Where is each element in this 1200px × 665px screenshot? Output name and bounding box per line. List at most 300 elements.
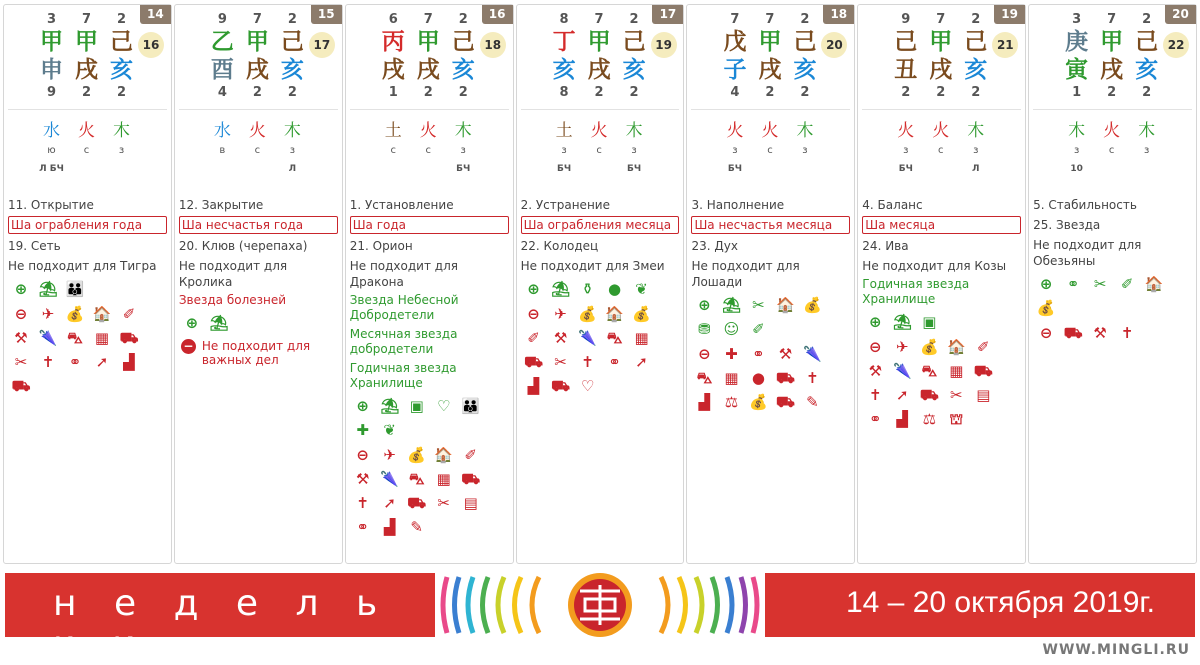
bad-activity-icon[interactable]: ▟ <box>527 377 540 395</box>
top-number: 7 <box>730 12 740 27</box>
sha-label: Ша месяца <box>862 216 1021 234</box>
day-column <box>686 4 855 564</box>
heavenly-stem: 甲 <box>758 29 782 55</box>
good-activity-icon[interactable]: ⛃ <box>698 320 711 338</box>
bad-activity-icon[interactable]: ✂ <box>950 386 963 404</box>
bottom-number: 2 <box>765 85 775 100</box>
top-number: 6 <box>388 12 398 27</box>
bad-activity-icon[interactable]: 💰 <box>65 305 85 323</box>
good-activity-icon[interactable]: ♡ <box>436 397 451 415</box>
top-number: 2 <box>629 12 639 27</box>
bad-activity-icon[interactable]: ⛍ <box>921 362 938 380</box>
officer-label: 11. Открытие <box>8 198 94 212</box>
element-badge <box>790 160 820 178</box>
bad-activity-icon[interactable]: ⛟ <box>551 377 571 395</box>
bad-activity-icon[interactable]: ⚒ <box>868 362 883 380</box>
bad-activity-icon[interactable]: ▦ <box>949 362 964 380</box>
top-number: 7 <box>423 12 433 27</box>
bottom-number: 2 <box>287 85 297 100</box>
bad-activity-icon[interactable]: ⚒ <box>1093 324 1107 342</box>
rainbow-rings-logo <box>435 573 765 637</box>
bad-activity-icon[interactable]: ⚒ <box>355 470 370 488</box>
bad-activity-icon[interactable]: ▦ <box>634 329 649 347</box>
bottom-number: 2 <box>423 85 433 100</box>
element-badge <box>1132 160 1162 178</box>
good-activity-icon[interactable]: ⊕ <box>869 313 882 331</box>
banner-left-panel <box>5 573 435 665</box>
bad-activity-icon[interactable]: ✝ <box>1120 324 1134 342</box>
officer-label: 2. Устранение <box>520 198 610 212</box>
shou-symbol-icon <box>435 573 765 637</box>
day-column <box>174 4 343 564</box>
bad-activity-icon[interactable]: 🏠 <box>92 305 112 323</box>
bad-activity-icon[interactable]: ✎ <box>410 518 423 536</box>
good-activities-icons <box>864 313 1021 332</box>
sha-label: Ша несчастья месяца <box>691 216 850 234</box>
heavenly-stem: 戊 <box>723 29 747 55</box>
heavenly-stem: 己 <box>1135 29 1159 55</box>
bottom-number: 2 <box>1107 85 1117 100</box>
divider <box>1033 109 1192 110</box>
bad-activity-icon[interactable]: ✈ <box>896 338 909 356</box>
good-activity-icon[interactable]: ✂ <box>1093 275 1107 293</box>
good-activity-icon[interactable]: ❦ <box>635 280 648 298</box>
week-number-tab: 14 <box>140 5 171 24</box>
bad-activity-icon[interactable]: ✐ <box>977 338 990 356</box>
brand-title: н е д е л ь к и <box>53 583 391 665</box>
good-activity-icon[interactable]: ▣ <box>409 397 424 415</box>
day-column <box>3 4 172 564</box>
bad-activity-icon[interactable]: 🌂 <box>892 362 912 380</box>
star-label: 20. Клюв (черепаха) <box>178 239 308 253</box>
bad-activity-icon[interactable]: ⛟ <box>776 393 795 411</box>
bad-activity-icon[interactable]: ▤ <box>463 494 478 512</box>
earthly-branch: 戌 <box>75 57 98 83</box>
week-number-tab: 19 <box>994 5 1025 24</box>
bottom-number: 9 <box>46 85 57 100</box>
earthly-branch: 戌 <box>245 57 269 83</box>
good-activities-icons <box>693 296 850 339</box>
earthly-branch: 丑 <box>894 57 918 83</box>
bad-activity-icon[interactable]: ✐ <box>527 329 540 347</box>
bad-activity-icon[interactable]: ➚ <box>383 494 396 512</box>
bad-activity-icon[interactable]: ⛟ <box>119 329 139 347</box>
officer-label: 12. Закрытие <box>178 198 264 212</box>
good-activity-icon[interactable]: ⊕ <box>527 280 540 298</box>
element-glyph: 火 <box>419 121 437 141</box>
bazi-pillars <box>547 11 652 101</box>
element-badge: БЧ <box>456 164 471 174</box>
bad-activity-icon[interactable]: 💰 <box>919 338 939 356</box>
special-star-label: Звезда болезней <box>178 293 287 307</box>
element-glyph: 火 <box>78 121 95 141</box>
bad-activity-icon[interactable]: ⛍ <box>67 329 83 347</box>
element-badge: 10 <box>1070 164 1083 174</box>
good-activity-icon[interactable]: ⚭ <box>1066 275 1080 293</box>
good-activity-icon[interactable]: ❦ <box>383 421 396 439</box>
top-number: 2 <box>287 12 297 27</box>
bad-activity-icon[interactable]: ⛫ <box>949 410 964 428</box>
bad-activity-icon[interactable]: ⚒ <box>553 329 568 347</box>
bad-activity-icon[interactable]: ⚭ <box>68 353 82 371</box>
element-glyph: 水 <box>213 121 231 141</box>
element-glyph: 木 <box>967 121 985 141</box>
earthly-branch: 戌 <box>1100 57 1124 83</box>
good-activity-icon[interactable]: ▣ <box>922 313 937 331</box>
bottom-number: 2 <box>252 85 262 100</box>
element-glyph: 木 <box>283 121 301 141</box>
element-glyph: 火 <box>761 121 779 141</box>
bad-activity-icon[interactable]: ▦ <box>724 369 739 387</box>
element-state: с <box>83 145 90 156</box>
top-number: 7 <box>936 12 946 27</box>
bad-activity-icon[interactable]: ⊖ <box>527 305 540 323</box>
heavenly-stem: 庚 <box>1065 29 1089 55</box>
bottom-number: 2 <box>800 85 810 100</box>
element-glyph: 火 <box>897 121 915 141</box>
star-label: 21. Орион <box>349 239 413 253</box>
bad-activity-icon[interactable]: ⊖ <box>14 305 28 323</box>
element-glyph: 火 <box>248 121 266 141</box>
week-number-tab: 20 <box>1165 5 1196 24</box>
earthly-branch: 亥 <box>280 57 304 83</box>
bad-activity-icon[interactable]: ✝ <box>41 353 55 371</box>
element-glyph: 木 <box>1138 121 1156 141</box>
bottom-number: 2 <box>458 85 468 100</box>
element-glyph: 木 <box>113 121 130 141</box>
element-glyph: 木 <box>454 121 472 141</box>
bottom-number: 8 <box>559 85 569 100</box>
star-label: 24. Ива <box>862 239 909 253</box>
element-badge <box>107 160 137 178</box>
good-activities-icons <box>523 280 680 299</box>
heavenly-stem: 己 <box>110 29 133 55</box>
bad-activity-icon[interactable]: ⛟ <box>407 494 427 512</box>
heavenly-stem: 甲 <box>40 29 63 55</box>
bad-activity-icon[interactable]: 🌂 <box>578 329 597 347</box>
element-badge <box>755 160 785 178</box>
good-activity-icon[interactable]: ⊕ <box>14 280 28 298</box>
element-glyph: 水 <box>43 121 60 141</box>
top-number: 9 <box>217 12 227 27</box>
sha-label: Ша года <box>350 216 509 234</box>
bottom-number: 2 <box>1142 85 1152 100</box>
top-number: 7 <box>594 12 604 27</box>
bazi-pillars <box>34 11 139 101</box>
top-number: 7 <box>1107 12 1117 27</box>
earthly-branch: 寅 <box>1065 57 1089 83</box>
bad-activity-icon[interactable]: ✈ <box>554 305 567 323</box>
bad-activity-icon[interactable]: ✈ <box>41 305 55 323</box>
bad-activity-icon[interactable]: ▟ <box>123 353 135 371</box>
bad-activity-icon[interactable]: ⛟ <box>524 353 544 371</box>
bad-activity-icon[interactable]: ▟ <box>698 393 711 411</box>
good-activity-icon[interactable]: 👪 <box>65 280 85 298</box>
bad-activity-icon[interactable]: ⛟ <box>776 369 795 387</box>
bad-activity-icon[interactable]: ⚭ <box>356 518 369 536</box>
element-state: з <box>802 145 808 156</box>
bazi-pillars <box>1059 11 1164 101</box>
element-badge: БЧ <box>557 164 572 174</box>
bad-activity-icon[interactable]: 🏠 <box>605 305 624 323</box>
earthly-branch: 亥 <box>110 57 133 83</box>
day-number-badge: 18 <box>480 32 506 58</box>
week-number-tab: 18 <box>823 5 854 24</box>
element-state: с <box>938 145 944 156</box>
bad-activity-icon[interactable]: ➚ <box>896 386 909 404</box>
earthly-branch: 戌 <box>929 57 953 83</box>
bad-activity-icon[interactable]: ⛍ <box>696 369 713 387</box>
element-state: з <box>732 145 738 156</box>
bazi-pillars <box>376 11 481 101</box>
bottom-number: 1 <box>1072 85 1082 100</box>
bad-day-label: Не подходит для важных дел <box>201 339 311 367</box>
not-suitable-label: Не подходит для Козы <box>862 259 1007 273</box>
element-state: с <box>767 145 773 156</box>
bad-activity-icon[interactable]: 🏠 <box>946 338 966 356</box>
element-state: з <box>118 145 125 156</box>
top-number: 9 <box>901 12 911 27</box>
good-activity-icon[interactable]: 💰 <box>1036 299 1056 317</box>
good-activity-icon[interactable]: ✐ <box>752 320 765 338</box>
bad-activity-icon[interactable]: 🌂 <box>380 470 400 488</box>
bad-activity-icon[interactable]: ✚ <box>725 345 738 363</box>
bad-activities-icons <box>352 446 509 537</box>
good-activities-icons <box>181 314 338 333</box>
earthly-branch: 戌 <box>381 57 405 83</box>
bad-activity-icon[interactable]: ✈ <box>383 446 396 464</box>
element-state: с <box>596 145 602 156</box>
bad-day-note <box>181 339 338 367</box>
day-number-badge: 21 <box>992 32 1018 58</box>
bad-activity-icon[interactable]: 🏠 <box>434 446 454 464</box>
good-activity-icon[interactable]: ✚ <box>356 421 369 439</box>
bad-activity-icon[interactable]: 💰 <box>749 393 768 411</box>
bad-activity-icon[interactable]: ⚒ <box>14 329 28 347</box>
good-activity-icon[interactable]: ● <box>608 280 622 298</box>
week-dates: 14 – 20 октября 2019г. <box>845 586 1155 619</box>
bad-activity-icon[interactable]: ⚭ <box>869 410 882 428</box>
sha-label: Ша ограбления года <box>8 216 167 234</box>
earthly-branch: 酉 <box>210 57 234 83</box>
heavenly-stem: 甲 <box>245 29 269 55</box>
week-number-tab: 15 <box>311 5 342 24</box>
element-state: ю <box>47 145 56 156</box>
bad-activity-icon[interactable]: 💰 <box>632 305 651 323</box>
bad-activity-icon[interactable]: ⚖ <box>922 410 937 428</box>
day-details <box>691 195 850 414</box>
divider <box>521 109 680 110</box>
good-activity-icon[interactable]: ⛱ <box>209 314 229 332</box>
bad-activity-icon[interactable]: 💰 <box>407 446 427 464</box>
day-details <box>8 195 167 398</box>
not-suitable-label: Не подходит для Обезьяны <box>1033 238 1142 268</box>
earthly-branch: 亥 <box>451 57 475 83</box>
bottom-number: 2 <box>936 85 946 100</box>
bad-activity-icon[interactable]: ⚒ <box>778 345 793 363</box>
day-number-badge: 22 <box>1163 32 1189 58</box>
good-activity-icon[interactable]: ⛱ <box>380 397 400 415</box>
bad-activity-icon[interactable]: ▤ <box>976 386 991 404</box>
bad-activity-icon[interactable]: ⛟ <box>973 362 993 380</box>
element-state: з <box>1073 145 1080 156</box>
officer-label: 4. Баланс <box>862 198 923 212</box>
good-activity-icon[interactable]: ☺ <box>723 320 740 338</box>
week-columns <box>3 4 1197 564</box>
bad-activity-icon[interactable]: ⛍ <box>408 470 425 488</box>
element-state: з <box>631 145 637 156</box>
bad-activity-icon[interactable]: ▦ <box>94 329 110 347</box>
day-number-badge: 19 <box>651 32 677 58</box>
bad-activity-icon[interactable]: ✂ <box>437 494 450 512</box>
top-number: 2 <box>1142 12 1152 27</box>
bad-activity-icon[interactable]: ✝ <box>581 353 594 371</box>
bad-activity-icon[interactable]: ⛟ <box>1063 324 1083 342</box>
bad-activity-icon[interactable]: ✎ <box>806 393 819 411</box>
bad-activities-icons <box>523 305 680 396</box>
good-activity-icon[interactable]: ⛱ <box>892 313 912 331</box>
bad-activity-icon[interactable]: ⚭ <box>752 345 765 363</box>
bottom-number: 1 <box>388 85 398 100</box>
heavenly-stem: 甲 <box>587 29 611 55</box>
day-details <box>862 195 1021 431</box>
bottom-number: 2 <box>629 85 639 100</box>
bad-activity-icon[interactable]: ▟ <box>383 518 396 536</box>
elements-block <box>717 120 822 178</box>
good-activity-icon[interactable]: ⛱ <box>721 296 741 314</box>
site-url[interactable]: WWW.MINGLI.RU <box>1042 642 1190 658</box>
good-activity-icon[interactable]: 🏠 <box>1144 275 1164 293</box>
day-column <box>857 4 1026 564</box>
bad-activity-icon[interactable]: ♡ <box>580 377 595 395</box>
bad-activity-icon[interactable]: ⊖ <box>1039 324 1053 342</box>
element-badge: Л <box>288 164 297 174</box>
good-activity-icon[interactable]: ✐ <box>1120 275 1134 293</box>
bad-activity-icon[interactable]: ⛟ <box>11 377 31 395</box>
heavenly-stem: 丙 <box>381 29 405 55</box>
heavenly-stem: 甲 <box>416 29 440 55</box>
bad-activity-icon[interactable]: ● <box>751 369 765 387</box>
heavenly-stem: 甲 <box>929 29 953 55</box>
bad-activity-icon[interactable]: ✂ <box>14 353 28 371</box>
bad-activity-icon[interactable]: 💰 <box>578 305 597 323</box>
officer-label: 1. Установление <box>349 198 454 212</box>
elements-block <box>34 120 139 178</box>
bottom-number: 2 <box>116 85 127 100</box>
good-activity-icon[interactable]: ⛱ <box>551 280 571 298</box>
element-badge <box>1097 160 1127 178</box>
element-badge: Л БЧ <box>39 164 64 174</box>
earthly-branch: 戌 <box>758 57 782 83</box>
earthly-branch: 子 <box>723 57 747 83</box>
star-label: 25. Звезда <box>1033 218 1101 232</box>
elements-block <box>888 120 993 178</box>
good-activity-icon[interactable]: ⚱ <box>581 280 594 298</box>
bad-activity-icon[interactable]: ✂ <box>554 353 567 371</box>
earthly-branch: 戌 <box>587 57 611 83</box>
bad-activity-icon[interactable]: ⚭ <box>608 353 621 371</box>
top-number: 2 <box>971 12 981 27</box>
divider <box>862 109 1021 110</box>
earthly-branch: 亥 <box>964 57 988 83</box>
bad-activity-icon[interactable]: ⛟ <box>919 386 939 404</box>
heavenly-stem: 己 <box>280 29 304 55</box>
good-activity-icon[interactable]: ⊕ <box>356 397 369 415</box>
bad-activity-icon[interactable]: ⊖ <box>356 446 369 464</box>
elements-block <box>205 120 310 178</box>
top-number: 7 <box>252 12 262 27</box>
element-badge: БЧ <box>627 164 642 174</box>
bad-activities-icons <box>864 338 1021 429</box>
bad-activity-icon[interactable]: ✝ <box>356 494 369 512</box>
day-column <box>516 4 685 564</box>
day-details <box>1033 195 1192 345</box>
element-glyph: 土 <box>555 121 573 141</box>
day-details <box>350 195 509 539</box>
earthly-branch: 戌 <box>416 57 440 83</box>
bad-activity-icon[interactable]: ✐ <box>122 305 136 323</box>
bad-activity-icon[interactable]: ⚖ <box>724 393 739 411</box>
day-number-badge: 16 <box>138 32 164 58</box>
top-number: 7 <box>81 12 92 27</box>
element-state: з <box>460 145 466 156</box>
element-badge <box>413 160 443 178</box>
element-state: с <box>390 145 396 156</box>
top-number: 8 <box>559 12 569 27</box>
divider <box>691 109 850 110</box>
good-activity-icon[interactable]: ⊕ <box>1039 275 1053 293</box>
bad-activity-icon[interactable]: ▦ <box>436 470 451 488</box>
bad-activity-icon[interactable]: 🌂 <box>803 345 822 363</box>
bad-activity-icon[interactable]: 🌂 <box>38 329 58 347</box>
good-activity-icon[interactable]: 🏠 <box>776 296 795 314</box>
element-state: с <box>254 145 261 156</box>
bad-activity-icon[interactable]: ⊖ <box>698 345 711 363</box>
special-star-label: Годичная звезда Хранилище <box>349 361 457 390</box>
bad-activity-icon[interactable]: ⛟ <box>461 470 481 488</box>
good-activity-icon[interactable]: 💰 <box>803 296 822 314</box>
bad-activity-icon[interactable]: ✝ <box>806 369 819 387</box>
bad-activity-icon[interactable]: ⛍ <box>606 329 623 347</box>
bad-activity-icon[interactable]: ✝ <box>869 386 882 404</box>
special-star-label: Месячная звезда добродетели <box>349 327 458 356</box>
good-activity-icon[interactable]: ✂ <box>752 296 765 314</box>
good-activity-icon[interactable]: ⛱ <box>38 280 58 298</box>
bazi-pillars <box>888 11 993 101</box>
bad-activity-icon[interactable]: ➚ <box>635 353 648 371</box>
bad-activity-icon[interactable]: ✐ <box>464 446 477 464</box>
not-suitable-label: Не подходит для Кролика <box>178 259 288 289</box>
good-activity-icon[interactable]: ⊕ <box>698 296 711 314</box>
week-number-tab: 16 <box>482 5 513 24</box>
top-number: 2 <box>458 12 468 27</box>
earthly-branch: 亥 <box>552 57 576 83</box>
sha-label: Ша несчастья года <box>179 216 338 234</box>
bad-activity-icon[interactable]: ➚ <box>95 353 109 371</box>
element-badge <box>926 160 956 178</box>
bad-activity-icon[interactable]: ⊖ <box>869 338 882 356</box>
bottom-number: 4 <box>730 85 740 100</box>
bottom-number: 2 <box>594 85 604 100</box>
element-glyph: 火 <box>1103 121 1121 141</box>
good-activity-icon[interactable]: 👪 <box>461 397 481 415</box>
officer-label: 5. Стабильность <box>1033 198 1137 212</box>
good-activity-icon[interactable]: ⊕ <box>185 314 199 332</box>
bad-activity-icon[interactable]: ▟ <box>896 410 909 428</box>
minus-icon: − <box>181 339 196 354</box>
element-state: з <box>561 145 567 156</box>
heavenly-stem: 丁 <box>552 29 576 55</box>
